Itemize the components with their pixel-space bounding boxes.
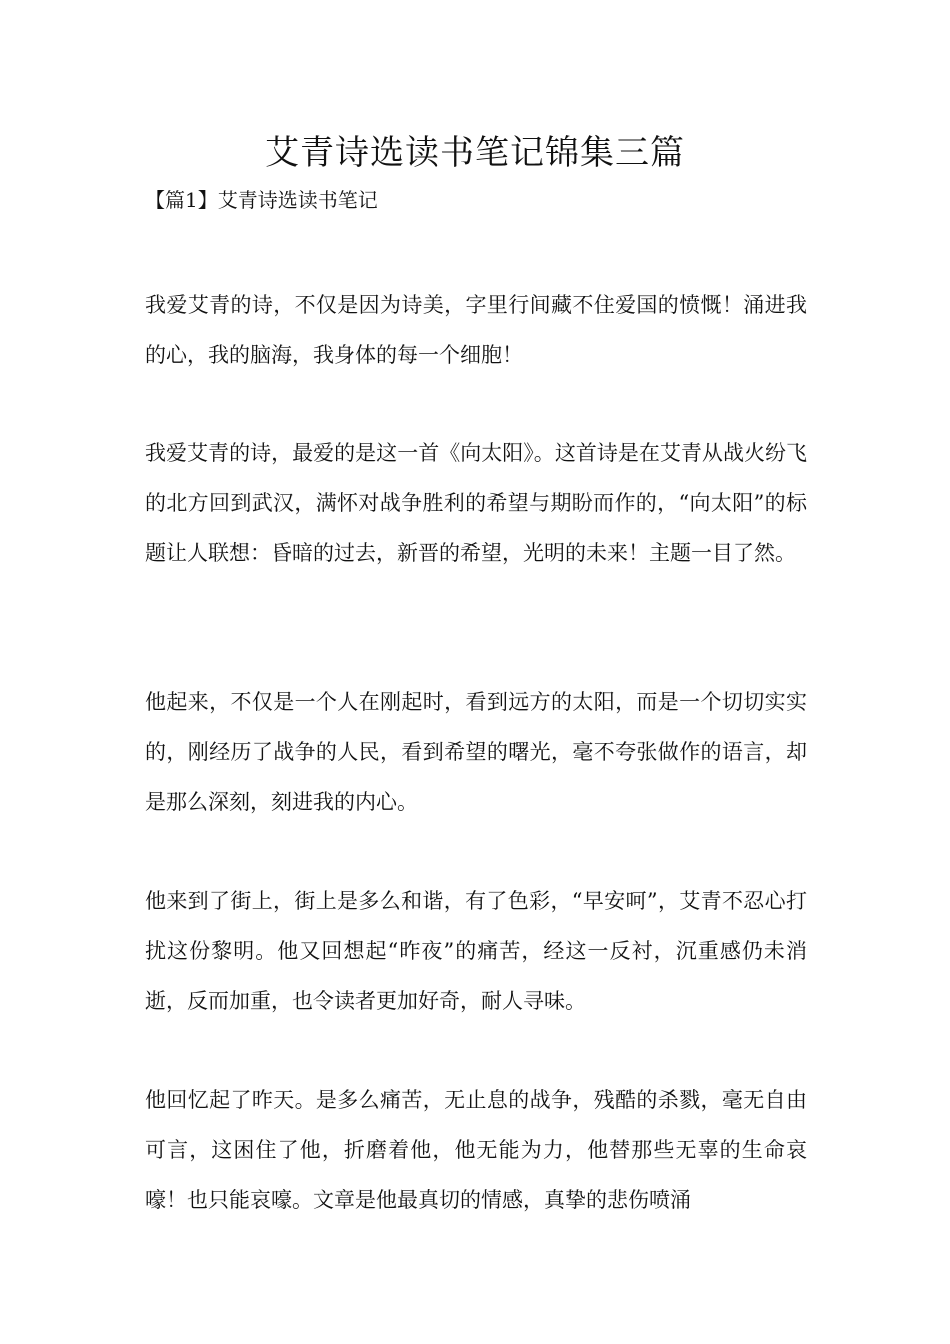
paragraph-2: 我爱艾青的诗，最爱的是这一首《向太阳》。这首诗是在艾青从战火纷飞的北方回到武汉，满怀对战争胜利的希望与期盼而作的，“向太阳”的标题让人联想：昏暗的过去，新晋的希望，光明的未来！主题一目了然。 [145, 441, 807, 565]
paragraph-1: 我爱艾青的诗，不仅是因为诗美，字里行间藏不住爱国的愤慨！涌进我的心，我的脑海，我身体的每一个细胞！ [145, 293, 807, 367]
paragraph-3: 他起来，不仅是一个人在刚起时，看到远方的太阳，而是一个切切实实的，刚经历了战争的人民，看到希望的曙光，毫不夸张做作的语言，却是那么深刻，刻进我的内心。 [145, 690, 807, 814]
document-title: 艾青诗选读书笔记锦集三篇 [265, 133, 685, 173]
section-heading: 【篇1】艾青诗选读书笔记 [145, 188, 378, 212]
paragraph-5: 他回忆起了昨天。是多么痛苦，无止息的战争，残酷的杀戮，毫无自由可言，这困住了他，折磨着他，他无能为力，他替那些无辜的生命哀嚎！也只能哀嚎。文章是他最真切的情感，真挚的悲伤喷涌 [145, 1088, 807, 1212]
paragraph-4: 他来到了街上，街上是多么和谐，有了色彩，“早安呵”，艾青不忍心打扰这份黎明。他又回想起“昨夜”的痛苦，经这一反衬，沉重感仍未消逝，反而加重，也令读者更加好奇，耐人寻味。 [145, 889, 807, 1013]
